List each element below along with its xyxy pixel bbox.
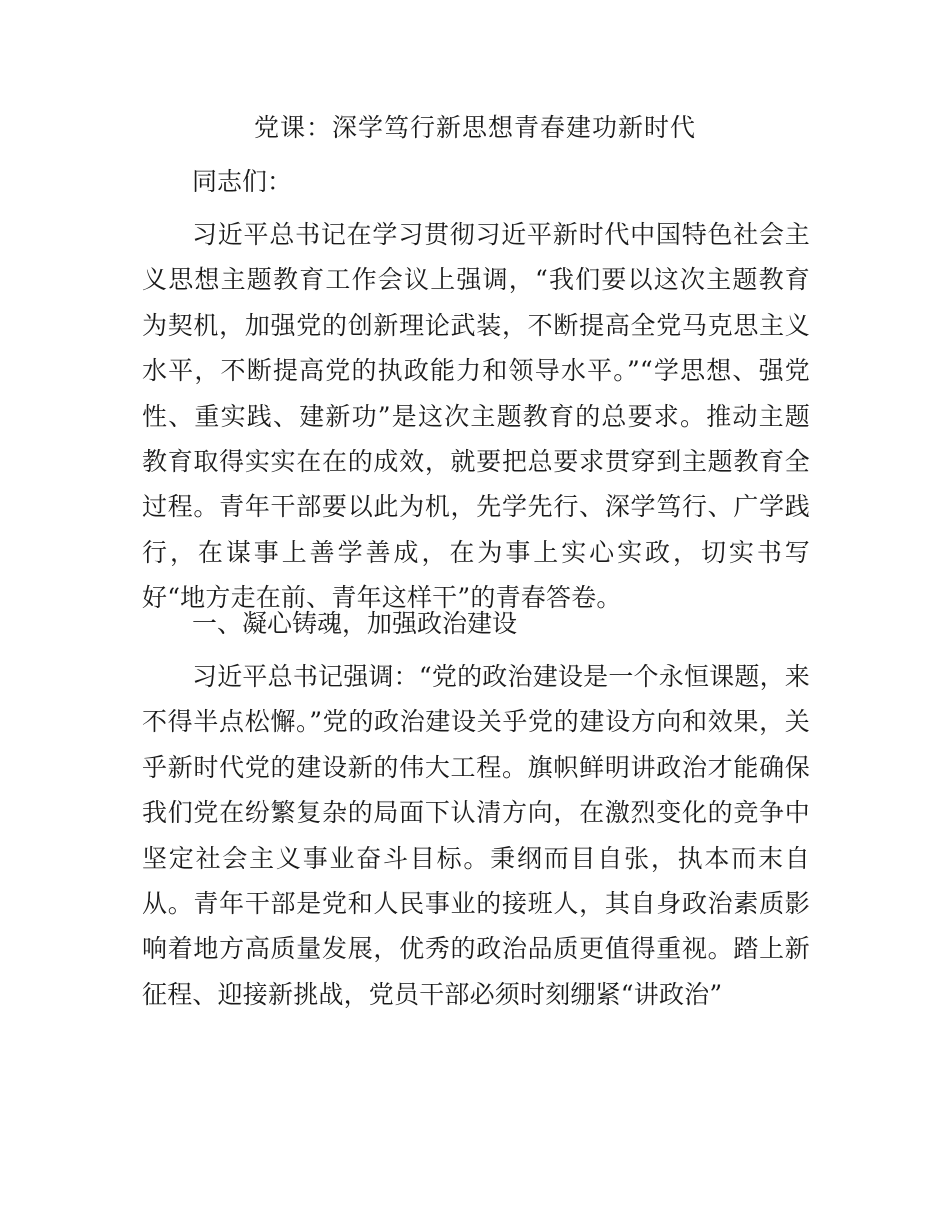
document-title: 党课：深学笃行新思想青春建功新时代 [253, 113, 696, 142]
salutation: 同志们： [192, 167, 293, 196]
paragraph-intro: 习近平总书记在学习贯彻习近平新时代中国特色社会主义思想主题教育工作会议上强调，“我们要以这次主题教育为契机，加强党的创新理论武装，不断提高全党马克思主义水平，不断提高党的执政能力和领导水平。”“学思想、强党性、重实践、建新功”是这次主题教育的总要求。推动主题教育取得实实在在的成效，就要把总要求贯穿到主题教育全过程。青年干部要以此为机，先学先行、深学笃行、广学践行，在谋事上善学善成，在为事上实心实政，切实书写好“地方走在前、青年这样干”的青春答卷。 [142, 220, 810, 613]
paragraph-section-1: 习近平总书记强调：“党的政治建设是一个永恒课题，来不得半点松懈。”党的政治建设关乎党的建设方向和效果，关乎新时代党的建设新的伟大工程。旗帜鲜明讲政治才能确保我们党在纷繁复杂的局面下认清方向，在激烈变化的竞争中坚定社会主义事业奋斗目标。秉纲而目自张，执本而末自从。青年干部是党和人民事业的接班人，其自身政治素质影响着地方高质量发展，优秀的政治品质更值得重视。踏上新征程、迎接新挑战，党员干部必须时刻绷紧“讲政治” [142, 662, 810, 1009]
section-heading-1: 一、凝心铸魂，加强政治建设 [192, 609, 518, 638]
